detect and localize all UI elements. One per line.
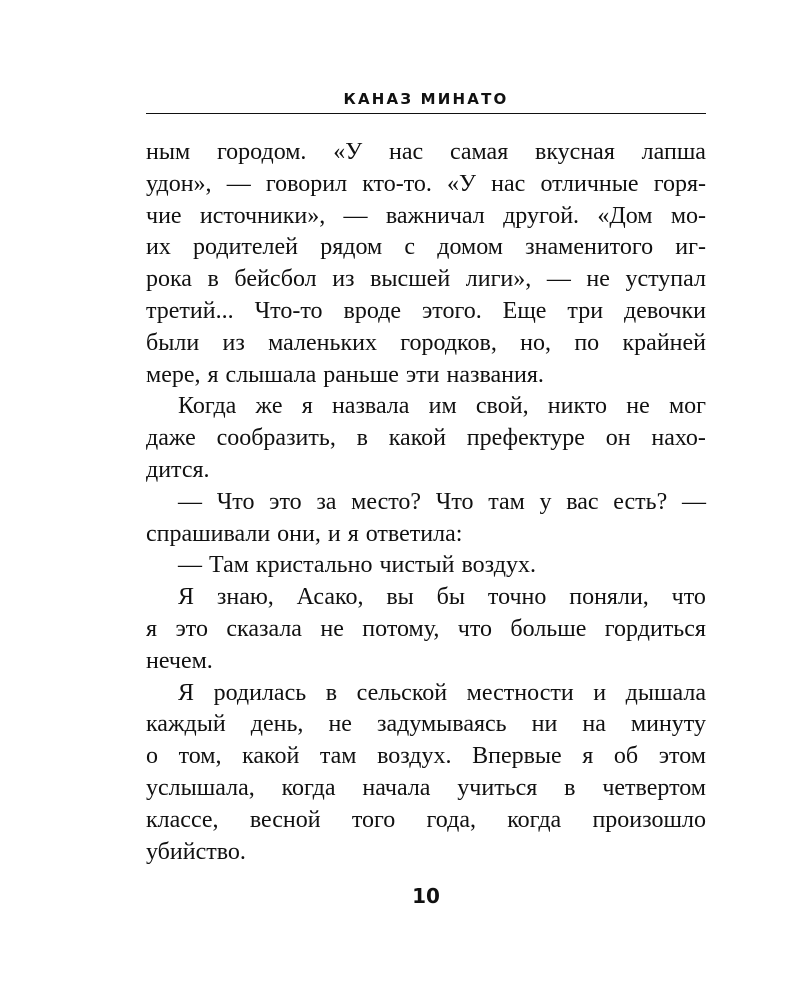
word: четвертом [602,774,706,801]
word: он [605,425,631,452]
word: Я [178,584,195,611]
word: услышала, [146,774,255,801]
word: точно [487,584,547,611]
word: того [351,806,396,833]
word: день, [250,711,304,738]
word: с [404,234,416,261]
text-line [146,391,706,423]
word: рядом [320,234,383,261]
word: в [325,679,338,706]
word: вкусная [535,139,615,165]
word: местности [466,679,574,706]
word: «У [333,139,363,165]
word: начала [362,774,431,801]
word: место? [351,488,422,515]
word: эти [405,361,440,388]
word: — [343,202,368,229]
page-number: 10 [412,884,440,908]
word: Асако, [296,584,364,611]
text-line [146,741,706,773]
word: названия. [446,361,544,388]
running-header: КАНАЗ МИНАТО [343,90,509,108]
word: три [567,297,604,324]
word: по [574,329,600,356]
word: я [301,393,313,420]
word: же [255,393,283,420]
body-text [146,137,706,868]
word: другой. [503,202,580,229]
word: я [146,615,158,642]
word: в [564,774,576,801]
word: чистый [379,552,455,579]
text-line [146,487,706,519]
word: ным [146,139,191,165]
word: в [207,266,219,293]
word: гордиться [604,615,706,642]
word: свой, [475,393,529,420]
word: городков, [400,329,497,356]
text-line [146,328,706,360]
word: мог [668,393,706,420]
text-line [146,423,706,455]
word: когда [281,774,336,801]
word: были [146,329,200,356]
word: этого. [421,297,482,324]
word: нечем. [146,647,213,674]
word: чие [146,202,182,229]
word: высшей [370,266,451,293]
word: минуту [630,711,706,738]
word: воздух. [461,552,536,579]
word: удон», [146,170,212,197]
word: сказала [226,615,302,642]
text-line [146,264,706,296]
word: каждый [146,711,226,738]
word: им [428,393,457,420]
word: и [593,679,607,706]
word: это [175,615,208,642]
word: горя- [653,170,706,197]
word: я [207,361,219,388]
text-line [146,519,706,551]
word: сообразить, [216,425,336,452]
word: это [269,488,302,515]
word: бы [436,584,466,611]
word: бейсбол [234,266,317,293]
word: нахо- [651,425,706,452]
word: там [488,488,525,515]
text-line [146,137,706,169]
word: я [582,743,594,770]
word: произошло [592,806,706,833]
text-line [146,232,706,264]
word: какой [388,425,446,452]
word: и [327,520,341,547]
word: уступал [625,266,706,293]
text-line [146,455,706,487]
word: вроде [343,297,401,324]
text-line [146,550,706,582]
text-line [146,582,706,614]
word: за [316,488,337,515]
word: мере, [146,361,201,388]
word: дится. [146,456,210,483]
word: слышала [225,361,317,388]
word: что [671,584,706,611]
word: об [613,743,639,770]
word: Что [435,488,474,515]
word: домом [437,234,503,261]
word: самая [449,139,509,165]
word: есть? [613,488,668,515]
text-line [146,169,706,201]
word: лиги», [465,266,532,293]
word: лапша [641,139,706,165]
word: девочки [624,297,706,324]
word: не [320,615,344,642]
word: раньше [323,361,399,388]
word: кто-то. [362,170,432,197]
word: они, [277,520,321,547]
word: маленьких [268,329,377,356]
word: префектуре [466,425,585,452]
word: какой [242,743,300,770]
word: их [146,234,171,261]
word: из [222,329,245,356]
text-line [146,201,706,233]
text-line [146,709,706,741]
word: третий... [146,297,234,324]
word: родителей [193,234,299,261]
word: больше [510,615,587,642]
word: воздух. [377,743,452,770]
word: крайней [622,329,706,356]
word: Впервые [472,743,562,770]
word: о [146,743,158,770]
word: года, [426,806,476,833]
word: поняли, [569,584,649,611]
word: классе, [146,806,219,833]
word: учиться [457,774,538,801]
word: весной [249,806,321,833]
word: Я [178,679,195,706]
word: дышала [625,679,706,706]
word: Что [216,488,255,515]
word: ни [531,711,558,738]
word: нас [389,139,424,165]
word: Что-то [254,297,323,324]
word: том, [178,743,222,770]
word: «Дом [597,202,653,229]
word: говорил [265,170,348,197]
word: потому, [362,615,440,642]
word: — [178,552,202,579]
text-line [146,837,706,869]
word: задумываясь [376,711,507,738]
word: не [586,266,610,293]
word: «У [447,170,477,197]
word: — [178,488,202,515]
word: убийство. [146,838,246,865]
word: Там [209,552,249,579]
word: сельской [356,679,448,706]
header-rule [146,113,706,114]
word: в [356,425,368,452]
word: мо- [670,202,706,229]
word: нас [491,170,526,197]
word: Когда [178,393,237,420]
word: у [539,488,552,515]
word: иг- [675,234,706,261]
text-line [146,614,706,646]
word: не [328,711,352,738]
word: я [347,520,359,547]
word: отличные [540,170,639,197]
text-line [146,773,706,805]
text-line [146,360,706,392]
word: знаю, [216,584,274,611]
word: рока [146,266,192,293]
word: — [681,488,706,515]
word: спрашивали [146,520,271,547]
word: важничал [385,202,485,229]
word: даже [146,425,196,452]
word: на [582,711,606,738]
word: ответила: [365,520,463,547]
word: но, [520,329,551,356]
word: кристально [255,552,373,579]
word: вас [566,488,599,515]
word: — [546,266,571,293]
word: родилась [213,679,307,706]
word: этом [658,743,706,770]
text-line [146,805,706,837]
word: никто [547,393,607,420]
word: — [226,170,251,197]
word: что [457,615,492,642]
word: знаменитого [525,234,654,261]
word: вы [386,584,414,611]
text-line [146,296,706,328]
word: Еще [502,297,547,324]
text-line [146,678,706,710]
word: городом. [216,139,307,165]
word: там [319,743,357,770]
word: назвала [331,393,410,420]
text-line [146,646,706,678]
word: не [626,393,650,420]
word: из [332,266,355,293]
word: источники», [199,202,326,229]
word: когда [507,806,562,833]
